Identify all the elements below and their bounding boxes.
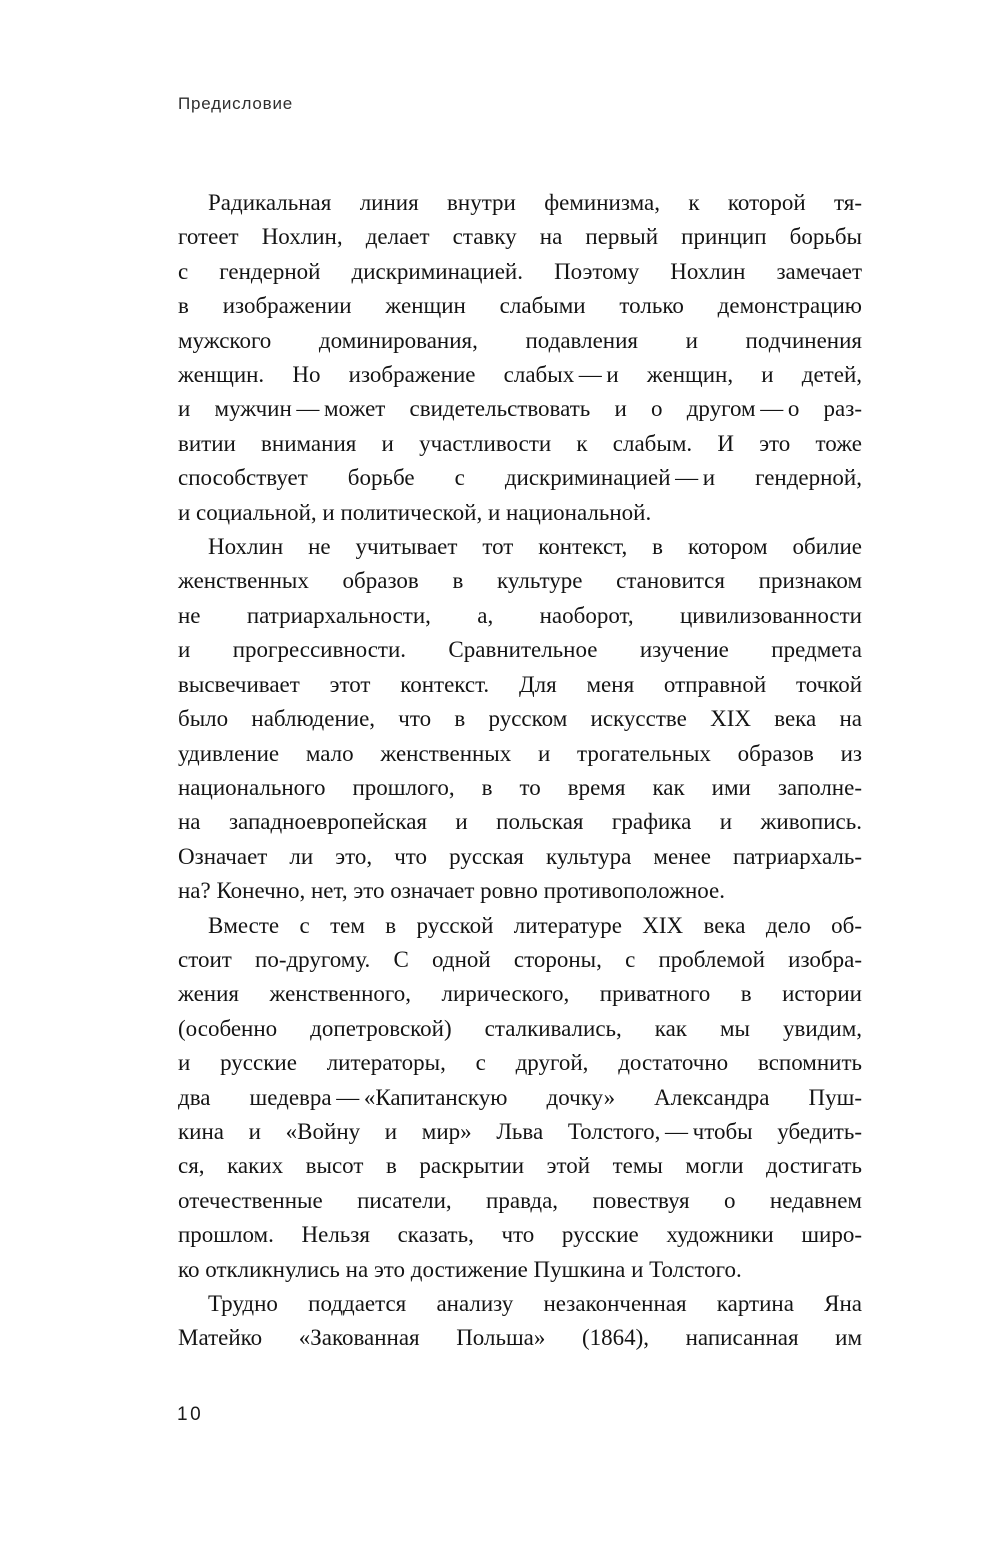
text-line: на западноевропейская и польская графика и живопись. xyxy=(178,809,862,835)
paragraph xyxy=(178,1287,862,1356)
text-line: Трудно поддается анализу незаконченная картина Яна xyxy=(208,1291,862,1316)
text-line: ко откликнулись на это достижение Пушкина и Толстого. xyxy=(178,1256,742,1282)
text-line: и мужчин — может свидетельствовать и о другом — о раз- xyxy=(178,396,862,422)
text-line: женственных образов в культуре становится признаком xyxy=(178,568,862,594)
text-line: удивление мало женственных и трогательных образов из xyxy=(178,740,862,766)
text-line: женщин. Но изображение слабых — и женщин, и детей, xyxy=(178,362,862,388)
text-line: на? Конечно, нет, это означает ровно противоположное. xyxy=(178,878,726,904)
text-line: способствует борьбе с дискриминацией — и гендерной, xyxy=(178,465,862,491)
text-line: жения женственного, лирического, приватного в истории xyxy=(178,981,862,1007)
text-line: национального прошлого, в то время как ими заполне- xyxy=(178,774,862,800)
text-line: Матейко «Закованная Польша» (1864), написанная им xyxy=(178,1325,862,1351)
text-line: Вместе с тем в русской литературе XIX века дело об- xyxy=(208,912,862,938)
text-line: было наблюдение, что в русском искусстве XIX века на xyxy=(178,706,862,732)
text-line: готеет Нохлин, делает ставку на первый принцип борьбы xyxy=(178,224,862,250)
text-line: с гендерной дискриминацией. Поэтому Нохлин замечает xyxy=(178,258,862,284)
text-line: и социальной, и политической, и национальной. xyxy=(178,499,652,525)
text-line: и прогрессивности. Сравнительное изучение предмета xyxy=(178,637,862,663)
paragraph xyxy=(178,530,862,908)
text-line: высвечивает этот контекст. Для меня отправной точкой xyxy=(178,671,862,697)
page-number: 10 xyxy=(177,1404,204,1425)
text-line: ся, каких высот в раскрытии этой темы могли достигать xyxy=(178,1153,862,1179)
paragraph xyxy=(178,186,862,530)
text-block xyxy=(178,186,862,1356)
running-header: Предисловие xyxy=(178,94,294,113)
text-line: (особенно допетровской) сталкивались, как мы увидим, xyxy=(178,1015,862,1041)
text-line: не патриархальности, а, наоборот, цивилизованности xyxy=(178,602,862,628)
paragraph xyxy=(178,909,862,1287)
text-line: и русские литераторы, с другой, достаточно вспомнить xyxy=(178,1050,862,1076)
text-line: Означает ли это, что русская культура менее патриархаль- xyxy=(178,843,862,869)
text-line: витии внимания и участливости к слабым. И это тоже xyxy=(178,430,862,456)
text-line: кина и «Войну и мир» Льва Толстого, — чтобы убедить- xyxy=(178,1118,862,1144)
text-line: в изображении женщин слабыми только демонстрацию xyxy=(178,293,862,319)
text-line: Нохлин не учитывает тот контекст, в котором обилие xyxy=(208,534,862,560)
text-line: прошлом. Нельзя сказать, что русские художники широ- xyxy=(178,1222,862,1248)
text-line: мужского доминирования, подавления и подчинения xyxy=(178,327,862,353)
text-line: Радикальная линия внутри феминизма, к которой тя- xyxy=(208,190,862,215)
text-line: отечественные писатели, правда, повествуя о недавнем xyxy=(178,1187,862,1213)
text-line: два шедевра — «Капитанскую дочку» Александра Пуш- xyxy=(178,1084,862,1110)
text-line: стоит по-другому. С одной стороны, с проблемой изобра- xyxy=(178,946,862,972)
